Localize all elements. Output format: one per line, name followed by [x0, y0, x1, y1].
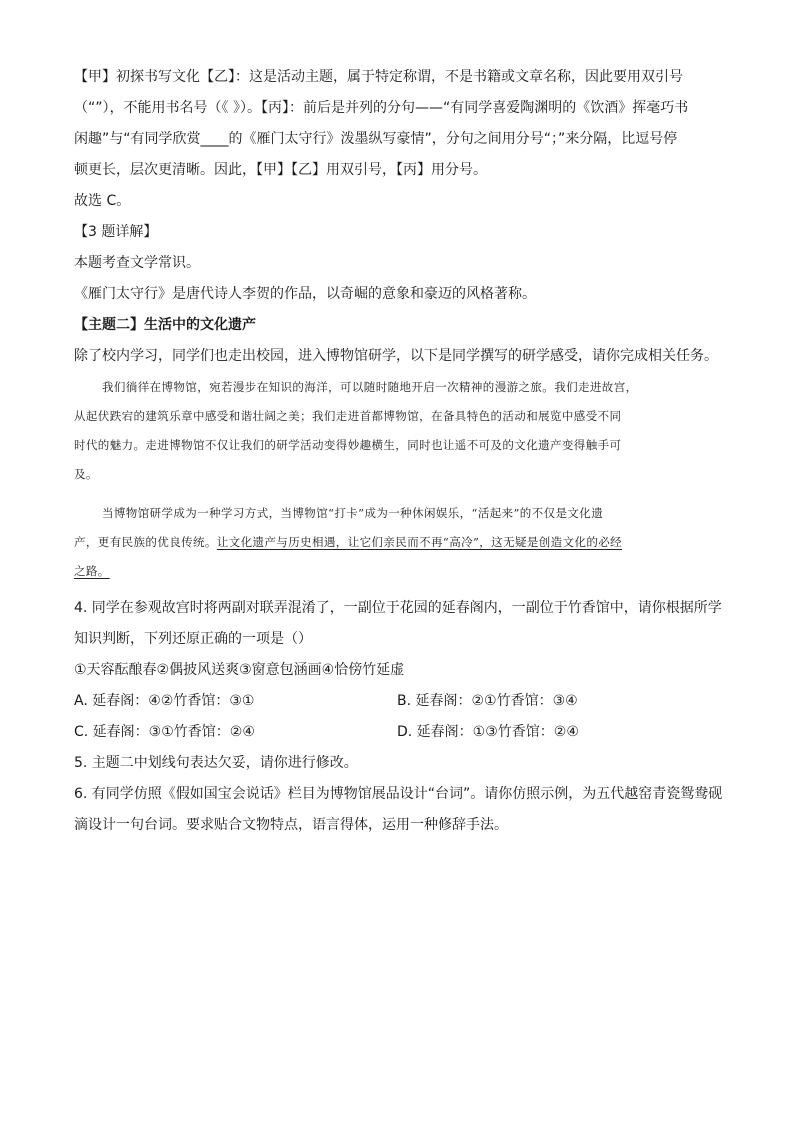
q4-option-b: B. 延春阁：②①竹香馆：③④	[397, 693, 578, 709]
passage-p1-line-2: 从起伏跌宕的建筑乐章中感受和谐壮阔之美；我们走进首都博物馆，在备具特色的活动和展览中感受不同	[74, 409, 622, 423]
intro-line-3: 闲趣”与“有同学欣赏____的《雁门太守行》泼墨纵写豪情”，分句之间用分号“；”来分隔，比逗号停	[74, 131, 678, 147]
q4-option-a: A. 延春阁：④②竹香馆：③①	[74, 693, 255, 709]
passage-p2-plain: 产，更有民族的优良传统。	[74, 535, 217, 549]
passage-p1-line-3: 时代的魅力。走进博物馆不仅让我们的研学活动变得妙趣横生，同时也让遥不可及的文化遗产变得触手可	[74, 438, 622, 452]
passage-p2-line-1: 当博物馆研学成为一种学习方式，当博物馆“打卡”成为一种休闲娱乐，“活起来”的不仅是文化遗	[102, 506, 604, 520]
q6-line-2: 滴设计一句台词。要求贴合文物特点，语言得体，运用一种修辞手法。	[74, 817, 508, 833]
q4-items: ①天容酝酿春②偶披风送爽③窗意包涵画④恰傍竹延虚	[74, 662, 405, 678]
q6-line-1: 6. 有同学仿照《假如国宝会说话》栏目为博物馆展品设计“台词”。请你仿照示例，为五代越窑青瓷鸳鸯砚	[74, 786, 723, 802]
passage-p2-line-2	[74, 534, 622, 550]
q3-detail-line-2: 《雁门太守行》是唐代诗人李贺的作品，以奇崛的意象和豪迈的风格著称。	[74, 286, 536, 302]
q5: 5. 主题二中划线句表达欠妥，请你进行修改。	[74, 755, 358, 771]
section-title: 【主题二】生活中的文化遗产	[74, 317, 256, 333]
q3-detail-line-1: 本题考查文学常识。	[74, 255, 200, 271]
q4-option-d: D. 延春阁：①③竹香馆：②④	[397, 724, 579, 740]
q4-line-2: 知识判断，下列还原正确的一项是（）	[74, 631, 312, 647]
underlined-sentence-end: 之路。	[74, 564, 110, 578]
passage-p2-line-3	[74, 563, 110, 579]
q3-detail-heading: 【3 题详解】	[74, 224, 158, 240]
intro-line-4: 顿更长，层次更清晰。因此，【甲】【乙】用双引号，【丙】用分号。	[74, 162, 487, 178]
answer-line: 故选 C。	[74, 193, 131, 209]
intro-line-1: 【甲】初探书写文化【乙】：这是活动主题，属于特定称谓，不是书籍或文章名称，因此要用双引号	[74, 69, 683, 85]
q4-line-1: 4. 同学在参观故宫时将两副对联弄混淆了，一副位于花园的延春阁内，一副位于竹香馆中，请你根据所学	[74, 600, 722, 616]
passage-p1-line-4: 及。	[74, 467, 98, 481]
underlined-sentence: 让文化遗产与历史相遇，让它们亲民而不再“高冷”，这无疑是创造文化的必经	[216, 535, 623, 549]
passage-p1-line-1: 我们徜徉在博物馆，宛若漫步在知识的海洋，可以随时随地开启一次精神的漫游之旅。我们走进故宫，	[102, 380, 638, 394]
intro-line-2: （“”），不能用书名号（《 》）。【丙】：前后是并列的分句——“有同学喜爱陶渊明的《饮酒》挥毫巧书	[74, 100, 689, 116]
q4-option-c: C. 延春阁：③①竹香馆：②④	[74, 724, 255, 740]
section-intro: 除了校内学习，同学们也走出校园，进入博物馆研学，以下是同学撰写的研学感受，请你完成相关任务。	[74, 348, 718, 364]
